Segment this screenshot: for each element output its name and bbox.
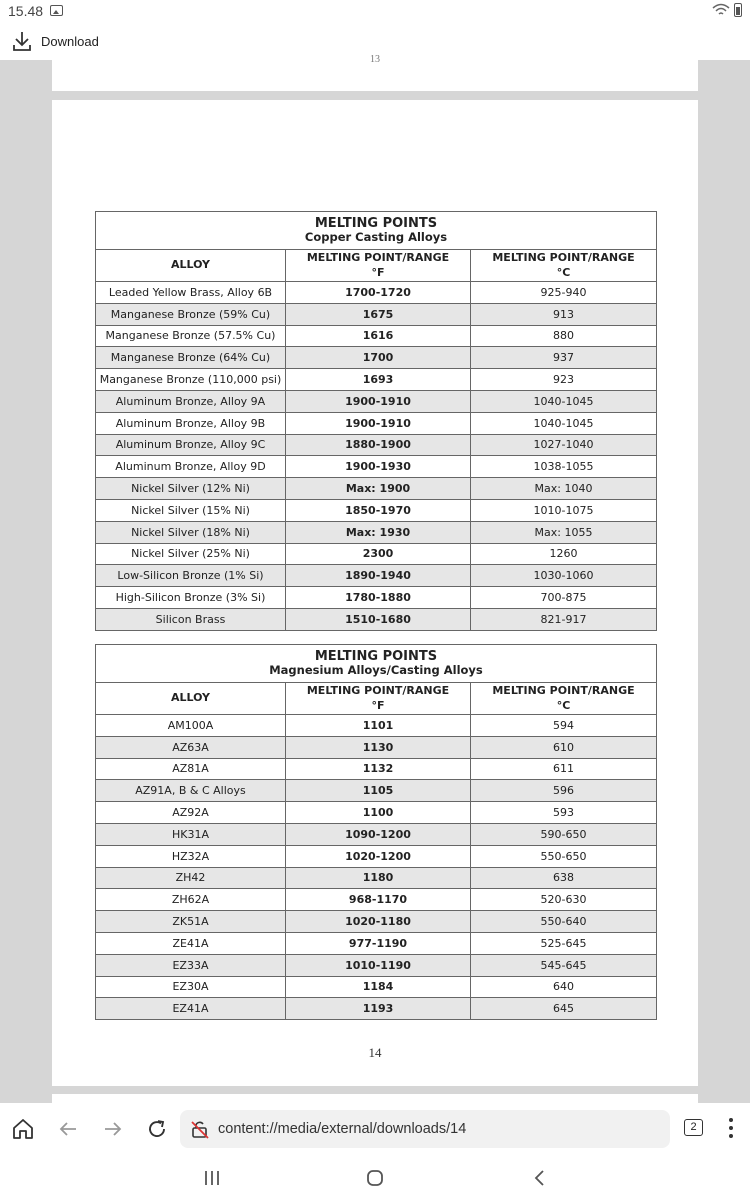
cell-alloy: AZ63A: [96, 736, 286, 758]
table-subtitle: Copper Casting Alloys: [304, 230, 448, 245]
cell-melting-f: 1090-1200: [286, 823, 471, 845]
table-row: [96, 976, 657, 998]
cell-alloy: Manganese Bronze (57.5% Cu): [96, 325, 286, 347]
table-row: [96, 954, 657, 976]
cell-alloy: Leaded Yellow Brass, Alloy 6B: [96, 282, 286, 304]
browser-toolbar: [0, 1103, 750, 1155]
cell-alloy: Manganese Bronze (64% Cu): [96, 347, 286, 369]
cell-melting-c: 610: [471, 736, 657, 758]
cell-melting-f: 977-1190: [286, 932, 471, 954]
wifi-icon: [712, 3, 730, 17]
table-row: [96, 758, 657, 780]
document-page: [52, 100, 698, 1086]
table-row: [96, 802, 657, 824]
arrow-left-icon[interactable]: [56, 1117, 80, 1141]
cell-alloy: Aluminum Bronze, Alloy 9B: [96, 412, 286, 434]
table-row: [96, 587, 657, 609]
cell-alloy: AZ81A: [96, 758, 286, 780]
cell-melting-f: 1180: [286, 867, 471, 889]
cell-melting-c: 923: [471, 369, 657, 391]
cell-melting-f: 1510-1680: [286, 608, 471, 630]
table-row: [96, 736, 657, 758]
cell-alloy: EZ30A: [96, 976, 286, 998]
cell-melting-c: Max: 1055: [471, 521, 657, 543]
table-row: [96, 390, 657, 412]
cell-alloy: Nickel Silver (25% Ni): [96, 543, 286, 565]
cell-melting-c: 821-917: [471, 608, 657, 630]
battery-icon: [734, 3, 742, 17]
table-row: [96, 369, 657, 391]
column-header-f-unit: °F: [371, 698, 385, 712]
column-header-c-line1: MELTING POINT/RANGE: [492, 251, 635, 265]
table-row: [96, 521, 657, 543]
status-icons: [712, 3, 742, 17]
status-bar: [0, 0, 750, 24]
magnesium-alloys-table: [95, 644, 657, 1020]
url-bar[interactable]: [180, 1110, 670, 1148]
table-row: [96, 325, 657, 347]
copper-alloys-table: [95, 211, 657, 631]
cell-alloy: Nickel Silver (12% Ni): [96, 478, 286, 500]
cell-melting-f: 1675: [286, 303, 471, 325]
cell-alloy: HK31A: [96, 823, 286, 845]
url-text[interactable]: content://media/external/downloads/14: [218, 1121, 467, 1137]
cell-melting-c: 1027-1040: [471, 434, 657, 456]
cell-melting-f: 1700: [286, 347, 471, 369]
cell-melting-c: 520-630: [471, 889, 657, 911]
document-viewer[interactable]: [0, 54, 750, 1103]
cell-melting-f: 1900-1930: [286, 456, 471, 478]
cell-melting-f: 1900-1910: [286, 412, 471, 434]
table-row: [96, 889, 657, 911]
cell-melting-f: 1890-1940: [286, 565, 471, 587]
cell-melting-c: 525-645: [471, 932, 657, 954]
cell-melting-f: 1193: [286, 998, 471, 1020]
table-row: [96, 867, 657, 889]
cell-melting-c: 1030-1060: [471, 565, 657, 587]
cell-melting-f: 1132: [286, 758, 471, 780]
cell-melting-c: Max: 1040: [471, 478, 657, 500]
copper-alloys-rows: [96, 282, 657, 631]
cell-alloy: ZK51A: [96, 911, 286, 933]
cell-alloy: ZH42: [96, 867, 286, 889]
table-caption: [96, 212, 657, 250]
cell-melting-f: 1184: [286, 976, 471, 998]
column-header-c-unit: °C: [556, 265, 571, 279]
cell-melting-c: 593: [471, 802, 657, 824]
cell-melting-c: 700-875: [471, 587, 657, 609]
column-header-f: [286, 683, 471, 715]
cell-melting-f: Max: 1930: [286, 521, 471, 543]
system-navigation-bar: [0, 1155, 750, 1200]
column-header-alloy: ALLOY: [96, 683, 286, 715]
column-header-f-line1: MELTING POINT/RANGE: [306, 251, 450, 265]
column-header-c: [471, 683, 657, 715]
table-row: [96, 456, 657, 478]
table-row: [96, 608, 657, 630]
cell-melting-c: 638: [471, 867, 657, 889]
cell-melting-f: 1616: [286, 325, 471, 347]
download-label[interactable]: Download: [41, 34, 99, 49]
cell-melting-c: 1040-1045: [471, 390, 657, 412]
table-row: [96, 347, 657, 369]
reload-icon[interactable]: [145, 1117, 169, 1141]
cell-melting-f: 1130: [286, 736, 471, 758]
cell-melting-f: 1100: [286, 802, 471, 824]
cell-melting-f: 2300: [286, 543, 471, 565]
column-header-c: [471, 250, 657, 282]
column-header-c-unit: °C: [556, 698, 571, 712]
table-subtitle: Magnesium Alloys/Casting Alloys: [269, 663, 483, 678]
cell-melting-c: 1040-1045: [471, 412, 657, 434]
insecure-lock-icon[interactable]: [190, 1119, 210, 1139]
cell-alloy: ZE41A: [96, 932, 286, 954]
cell-alloy: Aluminum Bronze, Alloy 9C: [96, 434, 286, 456]
column-header-f-unit: °F: [371, 265, 385, 279]
magnesium-alloys-rows: [96, 715, 657, 1020]
cell-alloy: Manganese Bronze (59% Cu): [96, 303, 286, 325]
cell-melting-f: 1020-1200: [286, 845, 471, 867]
cell-melting-c: 611: [471, 758, 657, 780]
table-row: [96, 715, 657, 737]
cell-alloy: Nickel Silver (18% Ni): [96, 521, 286, 543]
cell-melting-f: 1900-1910: [286, 390, 471, 412]
cell-melting-c: 645: [471, 998, 657, 1020]
chevron-back-icon[interactable]: [533, 1169, 547, 1187]
cell-alloy: Aluminum Bronze, Alloy 9D: [96, 456, 286, 478]
table-row: [96, 932, 657, 954]
cell-alloy: Silicon Brass: [96, 608, 286, 630]
cell-melting-c: 594: [471, 715, 657, 737]
table-row: [96, 823, 657, 845]
table-caption: [96, 645, 657, 683]
table-row: [96, 543, 657, 565]
table-row: [96, 282, 657, 304]
column-header-f-line1: MELTING POINT/RANGE: [306, 684, 450, 698]
cell-alloy: HZ32A: [96, 845, 286, 867]
table-row: [96, 303, 657, 325]
page-number: 14: [368, 1045, 382, 1060]
cell-melting-c: 545-645: [471, 954, 657, 976]
table-row: [96, 412, 657, 434]
cell-melting-c: 1260: [471, 543, 657, 565]
cell-alloy: ZH62A: [96, 889, 286, 911]
arrow-right-icon[interactable]: [101, 1117, 125, 1141]
table-title: MELTING POINTS: [314, 648, 438, 664]
cell-melting-f: 1693: [286, 369, 471, 391]
cell-melting-c: 640: [471, 976, 657, 998]
cell-melting-c: 590-650: [471, 823, 657, 845]
column-header-alloy: ALLOY: [96, 250, 286, 282]
table-row: [96, 434, 657, 456]
cell-melting-f: 1700-1720: [286, 282, 471, 304]
cell-alloy: Aluminum Bronze, Alloy 9A: [96, 390, 286, 412]
previous-page-bottom: [52, 54, 698, 91]
cell-alloy: EZ41A: [96, 998, 286, 1020]
gallery-notification-icon: [50, 5, 63, 16]
cell-alloy: High-Silicon Bronze (3% Si): [96, 587, 286, 609]
table-row: [96, 565, 657, 587]
cell-alloy: EZ33A: [96, 954, 286, 976]
cell-melting-f: 1780-1880: [286, 587, 471, 609]
cell-melting-f: 968-1170: [286, 889, 471, 911]
home-icon[interactable]: [11, 1117, 35, 1141]
cell-alloy: AM100A: [96, 715, 286, 737]
table-title: MELTING POINTS: [314, 215, 438, 231]
table-row: [96, 780, 657, 802]
cell-melting-f: 1880-1900: [286, 434, 471, 456]
circle-home-icon[interactable]: [366, 1169, 384, 1187]
download-icon[interactable]: [12, 30, 32, 52]
cell-melting-c: 925-940: [471, 282, 657, 304]
cell-alloy: AZ92A: [96, 802, 286, 824]
previous-page-number: 13: [370, 54, 380, 65]
cell-melting-c: 550-650: [471, 845, 657, 867]
table-row: [96, 845, 657, 867]
table-row: [96, 499, 657, 521]
cell-melting-c: 937: [471, 347, 657, 369]
status-time: 15.48: [8, 3, 44, 19]
cell-melting-c: 1010-1075: [471, 499, 657, 521]
tabs-button[interactable]: 2: [684, 1119, 703, 1136]
cell-melting-c: 1038-1055: [471, 456, 657, 478]
recents-icon[interactable]: [203, 1169, 221, 1187]
cell-melting-f: 1020-1180: [286, 911, 471, 933]
cell-alloy: Nickel Silver (15% Ni): [96, 499, 286, 521]
table-row: [96, 998, 657, 1020]
cell-melting-c: 880: [471, 325, 657, 347]
column-header-f: [286, 250, 471, 282]
column-header-c-line1: MELTING POINT/RANGE: [492, 684, 635, 698]
more-vert-icon[interactable]: [728, 1117, 734, 1139]
cell-melting-c: 596: [471, 780, 657, 802]
cell-melting-f: Max: 1900: [286, 478, 471, 500]
table-row: [96, 478, 657, 500]
table-row: [96, 911, 657, 933]
cell-alloy: Manganese Bronze (110,000 psi): [96, 369, 286, 391]
cell-alloy: AZ91A, B & C Alloys: [96, 780, 286, 802]
cell-melting-c: 550-640: [471, 911, 657, 933]
cell-melting-f: 1850-1970: [286, 499, 471, 521]
cell-alloy: Low-Silicon Bronze (1% Si): [96, 565, 286, 587]
cell-melting-f: 1101: [286, 715, 471, 737]
cell-melting-c: 913: [471, 303, 657, 325]
cell-melting-f: 1010-1190: [286, 954, 471, 976]
cell-melting-f: 1105: [286, 780, 471, 802]
